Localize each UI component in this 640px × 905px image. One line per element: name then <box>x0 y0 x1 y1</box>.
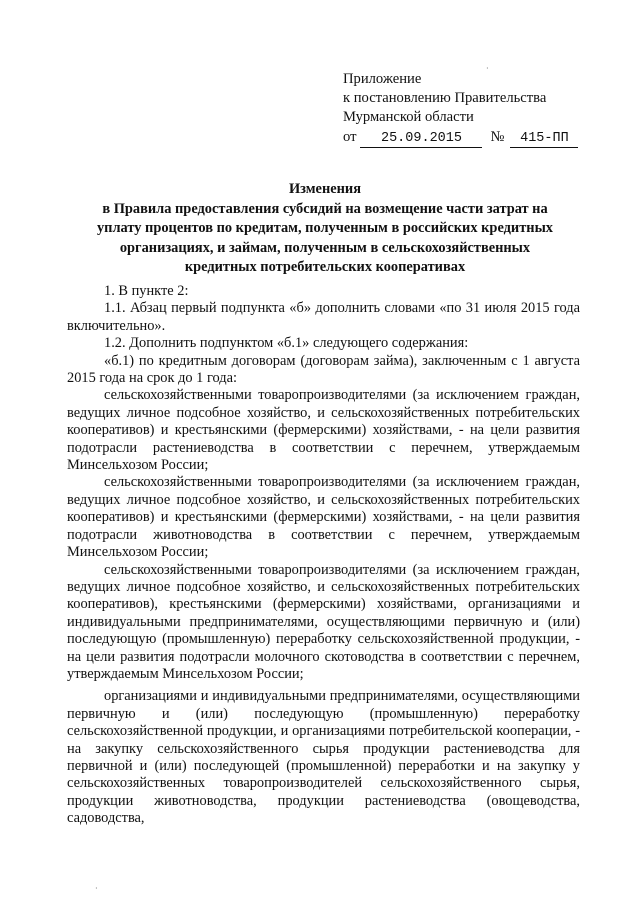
resolution-number: 415-ПП <box>510 131 578 148</box>
appendix-date-number-line <box>343 128 633 148</box>
appendix-resolution-line: к постановлению Правительства <box>343 90 547 106</box>
paragraph-crop-production: сельскохозяйственными товаропроизводителями (за исключением граждан, ведущих личное подсобное хозяйство, и сельскохозяйственных потребительских кооперативов) и крестьянскими (фермерскими) хозяйствами, - на цели развития подотрасли растениеводства в соответствии с перечнем, утверждаемым Минсельхозом России; <box>67 387 580 474</box>
title-line-1: в Правила предоставления субсидий на возмещение части затрат на <box>102 200 548 217</box>
paragraph-b1-intro: «б.1) по кредитным договорам (договорам займа), заключенным с 1 августа 2015 года на срок до 1 года: <box>67 352 580 387</box>
title-line-3: организациях, и займам, полученным в сельскохозяйственных <box>119 239 531 256</box>
date-prefix: от <box>343 129 357 145</box>
appendix-region-line: Мурманской области <box>343 109 474 125</box>
scan-speck: · <box>95 884 98 893</box>
appendix-label: Приложение <box>343 71 422 87</box>
number-sign: № <box>490 129 505 145</box>
title-heading: Изменения <box>288 181 361 197</box>
paragraph-processing: организациями и индивидуальными предпринимателями, осуществляющими первичную и (или) последующую (промышленную) переработку сельскохозяйственной продукции, и организациями потребительской кооперации, - на закупку сельскохозяйственного сырья продукции растениеводства для первичной и (или) последующей (промышленной) переработки и на закупку у сельскохозяйственных товаропроизводителей сельскохозяйственного сырья, продукции животноводства, продукции растениеводства (овощеводства, садоводства, <box>67 688 580 827</box>
title-line-4: кредитных потребительских кооперативах <box>184 259 466 276</box>
resolution-date: 25.09.2015 <box>360 131 482 148</box>
document-body <box>67 283 580 828</box>
paragraph-dairy-cattle: сельскохозяйственными товаропроизводителями (за исключением граждан, ведущих личное подсобное хозяйство, и сельскохозяйственных потребительских кооперативов), крестьянскими (фермерскими) хозяйствами, организациями и индивидуальными предпринимателями, осуществляющими первичную и (или) последующую (промышленную) переработку сельскохозяйственной продукции, - на цели развития подотрасли молочного скотоводства в соответствии с перечнем, утверждаемым Минсельхозом России; <box>67 561 580 682</box>
paragraph-1: 1. В пункте 2: <box>104 283 189 299</box>
scan-speck: · <box>486 64 489 73</box>
document-title <box>60 180 590 278</box>
paragraph-livestock: сельскохозяйственными товаропроизводителями (за исключением граждан, ведущих личное подсобное хозяйство, и сельскохозяйственных потребительских кооперативов) и крестьянскими (фермерскими) хозяйствами, - на цели развития подотрасли животноводства в соответствии с перечнем, утверждаемым Минсельхозом России; <box>67 474 580 561</box>
paragraph-1-1: 1.1. Абзац первый подпункта «б» дополнить словами «по 31 июля 2015 года включительно». <box>67 300 580 334</box>
title-line-2: уплату процентов по кредитам, полученным в российских кредитных <box>96 220 554 237</box>
paragraph-1-2: 1.2. Дополнить подпунктом «б.1» следующего содержания: <box>104 335 469 352</box>
appendix-header <box>343 70 633 148</box>
